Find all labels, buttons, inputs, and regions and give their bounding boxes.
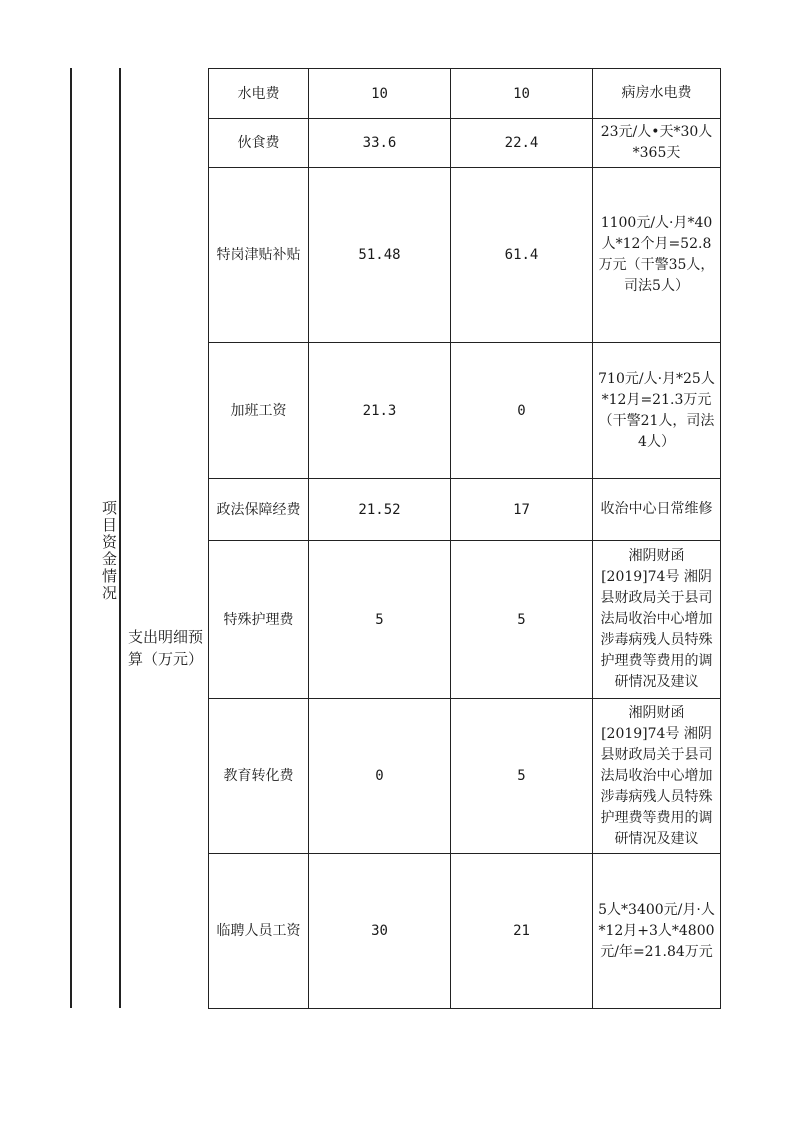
item-note: 湘阴财函[2019]74号 湘阴县财政局关于县司法局收治中心增加涉毒病残人员特殊护理费等费用的调研情况及建议 xyxy=(593,699,721,854)
table-row xyxy=(209,343,721,479)
amount-1: 0 xyxy=(309,699,451,854)
item-name: 水电费 xyxy=(209,69,309,119)
item-name: 特岗津贴补贴 xyxy=(209,168,309,343)
amount-1: 10 xyxy=(309,69,451,119)
subsection-label: 支出明细预算（万元） xyxy=(128,628,204,668)
item-name: 加班工资 xyxy=(209,343,309,479)
amount-2: 5 xyxy=(451,541,593,699)
item-name: 临聘人员工资 xyxy=(209,854,309,1009)
item-name: 政法保障经费 xyxy=(209,479,309,541)
amount-2: 10 xyxy=(451,69,593,119)
amount-2: 0 xyxy=(451,343,593,479)
table-row xyxy=(209,699,721,854)
amount-2: 5 xyxy=(451,699,593,854)
item-note: 1100元/人·月*40人*12个月=52.8万元（干警35人，司法5人） xyxy=(593,168,721,343)
table-row xyxy=(209,69,721,119)
item-note: 收治中心日常维修 xyxy=(593,479,721,541)
table-row xyxy=(209,168,721,343)
expense-detail-table xyxy=(208,68,721,1009)
table-row xyxy=(209,541,721,699)
amount-1: 51.48 xyxy=(309,168,451,343)
item-note: 710元/人·月*25人*12月=21.3万元（干警21人，司法4人） xyxy=(593,343,721,479)
amount-1: 30 xyxy=(309,854,451,1009)
item-note: 病房水电费 xyxy=(593,69,721,119)
section-label: 项目资金情况 xyxy=(100,500,118,602)
item-note: 23元/人•天*30人*365天 xyxy=(593,119,721,168)
amount-1: 33.6 xyxy=(309,119,451,168)
amount-1: 21.3 xyxy=(309,343,451,479)
item-name: 伙食费 xyxy=(209,119,309,168)
item-note: 湘阴财函[2019]74号 湘阴县财政局关于县司法局收治中心增加涉毒病残人员特殊护理费等费用的调研情况及建议 xyxy=(593,541,721,699)
item-note: 5人*3400元/月·人*12月+3人*4800元/年=21.84万元 xyxy=(593,854,721,1009)
amount-2: 61.4 xyxy=(451,168,593,343)
amount-2: 21 xyxy=(451,854,593,1009)
amount-1: 21.52 xyxy=(309,479,451,541)
table-row xyxy=(209,119,721,168)
amount-2: 17 xyxy=(451,479,593,541)
item-name: 特殊护理费 xyxy=(209,541,309,699)
item-name: 教育转化费 xyxy=(209,699,309,854)
amount-2: 22.4 xyxy=(451,119,593,168)
table-row xyxy=(209,479,721,541)
table-row xyxy=(209,854,721,1009)
amount-1: 5 xyxy=(309,541,451,699)
